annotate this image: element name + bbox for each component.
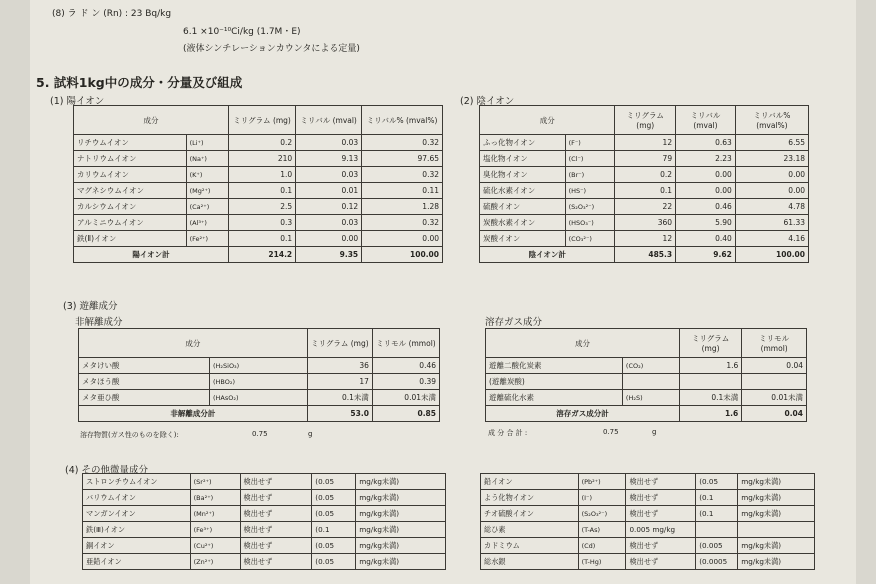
ion-name: リチウムイオン xyxy=(74,135,187,151)
value-mmol: 0.46 xyxy=(372,358,439,374)
table-row xyxy=(481,538,815,554)
limit-unit: mg/kg未満) xyxy=(356,554,446,570)
component-formula: (CO₂) xyxy=(622,358,679,374)
minor-label: (4) その他微量成分 xyxy=(65,465,148,476)
value-mg: 0.2 xyxy=(615,167,676,183)
detection-limit: (0.0005 xyxy=(696,554,738,570)
value-mmol: 0.04 xyxy=(742,358,807,374)
table-row xyxy=(481,474,815,490)
detection-limit: (0.1 xyxy=(696,506,738,522)
gas-header-mg: ミリグラム (mg) xyxy=(679,329,741,358)
anions-header-pct: ミリバル% (mval%) xyxy=(735,106,808,135)
value-mg: 210 xyxy=(228,151,295,167)
value-mval-pct: 0.00 xyxy=(735,167,808,183)
result: 検出せず xyxy=(240,538,312,554)
ion-name: 炭酸イオン xyxy=(480,231,566,247)
table-row xyxy=(74,135,443,151)
result: 検出せず xyxy=(626,490,696,506)
table-row xyxy=(486,358,807,374)
value-mval-pct: 0.32 xyxy=(362,215,443,231)
table-row xyxy=(480,167,809,183)
table-row xyxy=(480,183,809,199)
table-row xyxy=(74,183,443,199)
cations-total-label: 陽イオン計 xyxy=(74,247,229,263)
component-symbol: (I⁻) xyxy=(578,490,626,506)
value-mval: 0.00 xyxy=(676,167,736,183)
component-symbol: (Pb²⁺) xyxy=(578,474,626,490)
component-name: メタけい酸 xyxy=(79,358,210,374)
value-mval-pct: 1.28 xyxy=(362,199,443,215)
ion-symbol: (K⁺) xyxy=(186,167,228,183)
ion-name: 硫化水素イオン xyxy=(480,183,566,199)
value-mval: 0.03 xyxy=(296,215,362,231)
minor-right-rows xyxy=(481,474,815,570)
value-mg: 0.1未満 xyxy=(307,390,372,406)
value-mval: 9.13 xyxy=(296,151,362,167)
dissolved-label: 溶存物質(ガス性のものを除く): xyxy=(80,431,179,439)
result: 検出せず xyxy=(626,474,696,490)
value-mg: 1.0 xyxy=(228,167,295,183)
component-name: 鉛イオン xyxy=(481,474,579,490)
value-mmol: 0.01未満 xyxy=(372,390,439,406)
ion-symbol: (Na⁺) xyxy=(186,151,228,167)
limit-unit: mg/kg未満) xyxy=(738,538,815,554)
component-symbol: (Fe³⁺) xyxy=(190,522,240,538)
value-mmol: 0.01未満 xyxy=(742,390,807,406)
ion-symbol: (F⁻) xyxy=(565,135,615,151)
ion-symbol: (Ca²⁺) xyxy=(186,199,228,215)
component-name: ストロンチウムイオン xyxy=(83,474,191,490)
value-mg: 36 xyxy=(307,358,372,374)
table-row xyxy=(83,474,446,490)
component-name: マンガンイオン xyxy=(83,506,191,522)
anions-total-mval: 9.62 xyxy=(676,247,736,263)
table-row xyxy=(481,522,815,538)
detection-limit: (0.05 xyxy=(312,554,356,570)
table-row xyxy=(480,231,809,247)
component-name: チオ硫酸イオン xyxy=(481,506,579,522)
cations-label: (1) 陽イオン xyxy=(50,96,105,107)
document-page xyxy=(30,0,856,584)
gas-rows xyxy=(486,358,807,406)
component-name: (遊離炭酸) xyxy=(486,374,623,390)
result: 検出せず xyxy=(240,554,312,570)
detection-limit: (0.05 xyxy=(312,490,356,506)
component-formula: (HBO₂) xyxy=(209,374,307,390)
detection-limit: (0.05 xyxy=(312,538,356,554)
ion-name: ナトリウムイオン xyxy=(74,151,187,167)
limit-unit: mg/kg未満) xyxy=(356,474,446,490)
gas-label: 溶存ガス成分 xyxy=(485,317,543,328)
table-row xyxy=(83,522,446,538)
value-mg: 0.1 xyxy=(228,183,295,199)
cations-total-pct: 100.00 xyxy=(362,247,443,263)
table-row xyxy=(481,506,815,522)
result: 検出せず xyxy=(240,506,312,522)
ion-name: 臭化物イオン xyxy=(480,167,566,183)
gas-header-mmol: ミリモル (mmol) xyxy=(742,329,807,358)
table-row xyxy=(74,167,443,183)
component-name: 総水銀 xyxy=(481,554,579,570)
table-row xyxy=(74,151,443,167)
limit-unit: mg/kg未満) xyxy=(738,554,815,570)
table-row xyxy=(83,554,446,570)
value-mg: 0.3 xyxy=(228,215,295,231)
result: 検出せず xyxy=(240,474,312,490)
result: 検出せず xyxy=(240,522,312,538)
limit-unit: mg/kg未満) xyxy=(738,506,815,522)
gas-total-mmol: 0.04 xyxy=(742,406,807,422)
ion-name: マグネシウムイオン xyxy=(74,183,187,199)
cations-header-mg: ミリグラム (mg) xyxy=(228,106,295,135)
gas-header-name: 成分 xyxy=(486,329,680,358)
component-formula: (H₂SiO₃) xyxy=(209,358,307,374)
component-name: 遊離硫化水素 xyxy=(486,390,623,406)
free-total-mg: 53.0 xyxy=(307,406,372,422)
table-row xyxy=(74,231,443,247)
value-mg: 79 xyxy=(615,151,676,167)
component-symbol: (T-As) xyxy=(578,522,626,538)
value-mval-pct: 4.78 xyxy=(735,199,808,215)
dissolved-value: 0.75 xyxy=(252,430,268,438)
ion-name: 炭酸水素イオン xyxy=(480,215,566,231)
anions-total-label: 陰イオン計 xyxy=(480,247,615,263)
radon-line-1: (8) ラ ド ン (Rn) : 23 Bq/kg xyxy=(52,9,172,19)
anions-total-pct: 100.00 xyxy=(735,247,808,263)
component-name: メタ亜ひ酸 xyxy=(79,390,210,406)
detection-limit: (0.005 xyxy=(696,538,738,554)
value-mg: 0.1 xyxy=(615,183,676,199)
sum-value: 0.75 xyxy=(603,428,619,436)
value-mval: 0.03 xyxy=(296,135,362,151)
table-row xyxy=(83,490,446,506)
value-mg xyxy=(679,374,741,390)
free-table xyxy=(78,328,440,422)
free-total-label: 非解離成分計 xyxy=(79,406,308,422)
table-row xyxy=(74,215,443,231)
free-label: (3) 遊離成分 xyxy=(63,301,118,312)
table-row xyxy=(83,538,446,554)
component-symbol: (T-Hg) xyxy=(578,554,626,570)
component-name: 総ひ素 xyxy=(481,522,579,538)
value-mval-pct: 0.00 xyxy=(735,183,808,199)
ion-name: カリウムイオン xyxy=(74,167,187,183)
ion-symbol: (HS⁻) xyxy=(565,183,615,199)
table-row xyxy=(480,199,809,215)
value-mval-pct: 23.18 xyxy=(735,151,808,167)
component-symbol: (Cu²⁺) xyxy=(190,538,240,554)
ion-name: アルミニウムイオン xyxy=(74,215,187,231)
detection-limit: (0.05 xyxy=(312,474,356,490)
sum-label: 成 分 合 計 : xyxy=(488,429,528,437)
anions-header-mg: ミリグラム (mg) xyxy=(615,106,676,135)
component-name: カドミウム xyxy=(481,538,579,554)
table-row xyxy=(480,215,809,231)
result: 検出せず xyxy=(626,538,696,554)
ion-symbol: (Al³⁺) xyxy=(186,215,228,231)
value-mg: 17 xyxy=(307,374,372,390)
value-mval-pct: 97.65 xyxy=(362,151,443,167)
anions-total-mg: 485.3 xyxy=(615,247,676,263)
table-row xyxy=(480,135,809,151)
value-mg: 2.5 xyxy=(228,199,295,215)
value-mval: 0.00 xyxy=(296,231,362,247)
value-mval-pct: 0.32 xyxy=(362,167,443,183)
free-header-mmol: ミリモル (mmol) xyxy=(372,329,439,358)
value-mg: 12 xyxy=(615,231,676,247)
ion-symbol: (Br⁻) xyxy=(565,167,615,183)
component-formula: (H₂S) xyxy=(622,390,679,406)
cations-table xyxy=(73,105,443,263)
component-symbol: (Zn²⁺) xyxy=(190,554,240,570)
radon-line-2: 6.1 ×10⁻¹⁰Ci/kg (1.7M・E) xyxy=(183,27,301,37)
detection-limit xyxy=(696,522,738,538)
result: 検出せず xyxy=(240,490,312,506)
value-mval: 0.00 xyxy=(676,183,736,199)
limit-unit xyxy=(738,522,815,538)
value-mval-pct: 0.11 xyxy=(362,183,443,199)
result: 検出せず xyxy=(626,506,696,522)
minor-right-table xyxy=(480,473,815,570)
component-symbol: (Ba²⁺) xyxy=(190,490,240,506)
gas-total-mg: 1.6 xyxy=(679,406,741,422)
value-mg: 12 xyxy=(615,135,676,151)
free-header-name: 成分 xyxy=(79,329,308,358)
result: 検出せず xyxy=(626,554,696,570)
cations-total-mval: 9.35 xyxy=(296,247,362,263)
value-mmol: 0.39 xyxy=(372,374,439,390)
component-formula: (HAsO₂) xyxy=(209,390,307,406)
value-mval: 0.01 xyxy=(296,183,362,199)
ion-name: 硫酸イオン xyxy=(480,199,566,215)
value-mg: 1.6 xyxy=(679,358,741,374)
value-mg: 22 xyxy=(615,199,676,215)
value-mval-pct: 4.16 xyxy=(735,231,808,247)
value-mmol xyxy=(742,374,807,390)
ion-name: ふっ化物イオン xyxy=(480,135,566,151)
detection-limit: (0.05 xyxy=(696,474,738,490)
free-total-mmol: 0.85 xyxy=(372,406,439,422)
table-row xyxy=(79,390,440,406)
gas-table xyxy=(485,328,807,422)
value-mg: 0.1未満 xyxy=(679,390,741,406)
value-mval: 5.90 xyxy=(676,215,736,231)
component-name: メタほう酸 xyxy=(79,374,210,390)
limit-unit: mg/kg未満) xyxy=(738,474,815,490)
component-formula xyxy=(622,374,679,390)
value-mval-pct: 61.33 xyxy=(735,215,808,231)
limit-unit: mg/kg未満) xyxy=(356,538,446,554)
anions-header-mval: ミリバル (mval) xyxy=(676,106,736,135)
limit-unit: mg/kg未満) xyxy=(356,522,446,538)
anions-header-name: 成分 xyxy=(480,106,615,135)
value-mval-pct: 6.55 xyxy=(735,135,808,151)
ion-name: カルシウムイオン xyxy=(74,199,187,215)
detection-limit: (0.1 xyxy=(312,522,356,538)
table-row xyxy=(486,390,807,406)
component-symbol: (Cd) xyxy=(578,538,626,554)
table-row xyxy=(79,374,440,390)
component-name: バリウムイオン xyxy=(83,490,191,506)
detection-limit: (0.05 xyxy=(312,506,356,522)
cations-header-name: 成分 xyxy=(74,106,229,135)
radon-line-3: (液体シンチレーションカウンタによる定量) xyxy=(183,44,360,54)
ion-name: 塩化物イオン xyxy=(480,151,566,167)
gas-total-label: 溶存ガス成分計 xyxy=(486,406,680,422)
ion-symbol: (S₂O₃²⁻) xyxy=(565,199,615,215)
value-mval: 0.63 xyxy=(676,135,736,151)
sum-unit: g xyxy=(652,428,657,436)
component-symbol: (Sr²⁺) xyxy=(190,474,240,490)
value-mval-pct: 0.32 xyxy=(362,135,443,151)
value-mval: 0.40 xyxy=(676,231,736,247)
limit-unit: mg/kg未満) xyxy=(356,506,446,522)
table-row xyxy=(480,151,809,167)
cations-header-pct: ミリバル% (mval%) xyxy=(362,106,443,135)
ion-symbol: (Mg²⁺) xyxy=(186,183,228,199)
free-rows xyxy=(79,358,440,406)
limit-unit: mg/kg未満) xyxy=(356,490,446,506)
component-symbol: (Mn²⁺) xyxy=(190,506,240,522)
component-name: 鉄(Ⅲ)イオン xyxy=(83,522,191,538)
anions-rows xyxy=(480,135,809,247)
minor-left-table xyxy=(82,473,446,570)
table-row xyxy=(74,199,443,215)
value-mg: 0.2 xyxy=(228,135,295,151)
value-mval: 0.03 xyxy=(296,167,362,183)
value-mg: 360 xyxy=(615,215,676,231)
free-sub-label: 非解離成分 xyxy=(75,317,123,328)
table-row xyxy=(83,506,446,522)
cations-rows xyxy=(74,135,443,247)
table-row xyxy=(481,490,815,506)
detection-limit: (0.1 xyxy=(696,490,738,506)
minor-left-rows xyxy=(83,474,446,570)
component-name: 遊離二酸化炭素 xyxy=(486,358,623,374)
component-name: 亜鉛イオン xyxy=(83,554,191,570)
component-name: 銅イオン xyxy=(83,538,191,554)
ion-symbol: (Fe²⁺) xyxy=(186,231,228,247)
free-header-mg: ミリグラム (mg) xyxy=(307,329,372,358)
value-mg: 0.1 xyxy=(228,231,295,247)
ion-symbol: (Li⁺) xyxy=(186,135,228,151)
result: 0.005 mg/kg xyxy=(626,522,696,538)
ion-symbol: (Cl⁻) xyxy=(565,151,615,167)
value-mval: 2.23 xyxy=(676,151,736,167)
value-mval: 0.12 xyxy=(296,199,362,215)
table-row xyxy=(486,374,807,390)
component-symbol: (S₂O₃²⁻) xyxy=(578,506,626,522)
dissolved-unit: g xyxy=(308,430,313,438)
cations-total-mg: 214.2 xyxy=(228,247,295,263)
ion-name: 鉄(Ⅱ)イオン xyxy=(74,231,187,247)
limit-unit: mg/kg未満) xyxy=(738,490,815,506)
table-row xyxy=(481,554,815,570)
ion-symbol: (CO₃²⁻) xyxy=(565,231,615,247)
cations-header-mval: ミリバル (mval) xyxy=(296,106,362,135)
table-row xyxy=(79,358,440,374)
component-name: よう化物イオン xyxy=(481,490,579,506)
section-5-title: 5. 試料1kg中の成分・分量及び組成 xyxy=(36,75,243,90)
value-mval-pct: 0.00 xyxy=(362,231,443,247)
ion-symbol: (HSO₃⁻) xyxy=(565,215,615,231)
anions-label: (2) 陰イオン xyxy=(460,96,515,107)
value-mval: 0.46 xyxy=(676,199,736,215)
anions-table xyxy=(479,105,809,263)
